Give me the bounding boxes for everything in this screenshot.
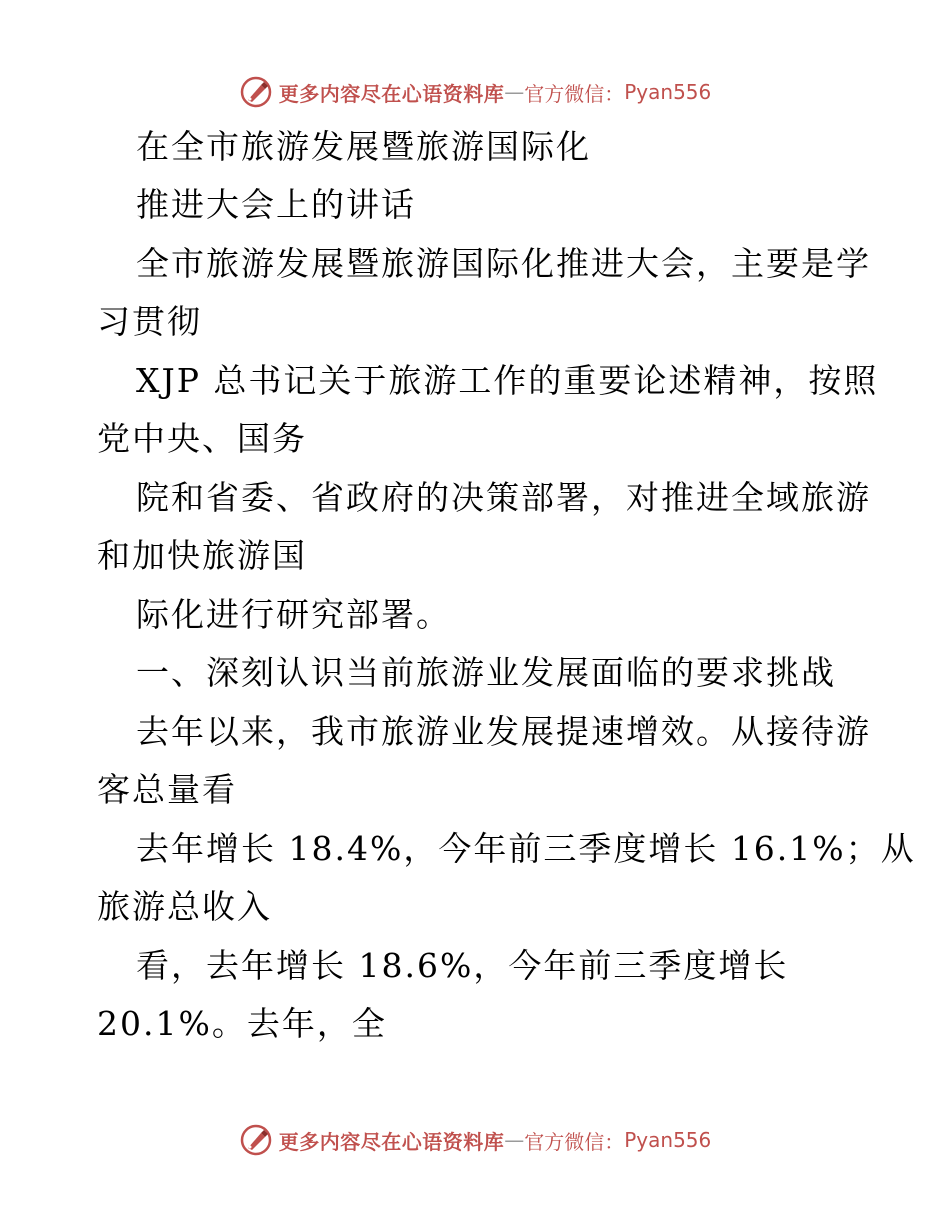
watermark-dash: —: [504, 1128, 525, 1152]
watermark-wechat-label: 官方微信：: [524, 1129, 625, 1154]
paragraph-line: 旅游总收入: [97, 887, 272, 926]
paragraph-line: 院和省委、省政府的决策部署，对推进全域旅游: [136, 478, 871, 517]
paragraph-line: 去年增长 18.4%，今年前三季度增长 16.1%；从: [136, 829, 916, 868]
paragraph-line: 全市旅游发展暨旅游国际化推进大会，主要是学: [136, 244, 871, 283]
paragraph-line: 际化进行研究部署。: [136, 595, 451, 634]
section-heading: 一、深刻认识当前旅游业发展面临的要求挑战: [136, 653, 836, 692]
watermark-wechat-id: Pyan556: [624, 1128, 712, 1152]
pen-logo-icon: [239, 75, 273, 109]
header-watermark: [0, 72, 950, 112]
watermark-main-text: 更多内容尽在心语资料库: [278, 1129, 505, 1154]
paragraph-line: 和加快旅游国: [97, 536, 307, 575]
watermark-dash: —: [504, 80, 525, 104]
title-line-1: 在全市旅游发展暨旅游国际化: [136, 127, 591, 166]
footer-watermark: [0, 1120, 950, 1160]
paragraph-line: 党中央、国务: [97, 419, 307, 458]
paragraph-line: 看，去年增长 18.6%，今年前三季度增长: [136, 946, 789, 985]
paragraph-line: 去年以来，我市旅游业发展提速增效。从接待游: [136, 712, 871, 751]
watermark-wechat-id: Pyan556: [624, 80, 712, 104]
watermark-main-text: 更多内容尽在心语资料库: [278, 81, 505, 106]
title-line-2: 推进大会上的讲话: [136, 185, 416, 224]
pen-logo-icon: [239, 1123, 273, 1157]
paragraph-line: 20.1%。去年，全: [97, 1004, 387, 1043]
paragraph-line: 习贯彻: [97, 302, 202, 341]
paragraph-line: 客总量看: [97, 770, 237, 809]
watermark-wechat-label: 官方微信：: [524, 81, 625, 106]
paragraph-line: XJP 总书记关于旅游工作的重要论述精神，按照: [136, 361, 879, 400]
